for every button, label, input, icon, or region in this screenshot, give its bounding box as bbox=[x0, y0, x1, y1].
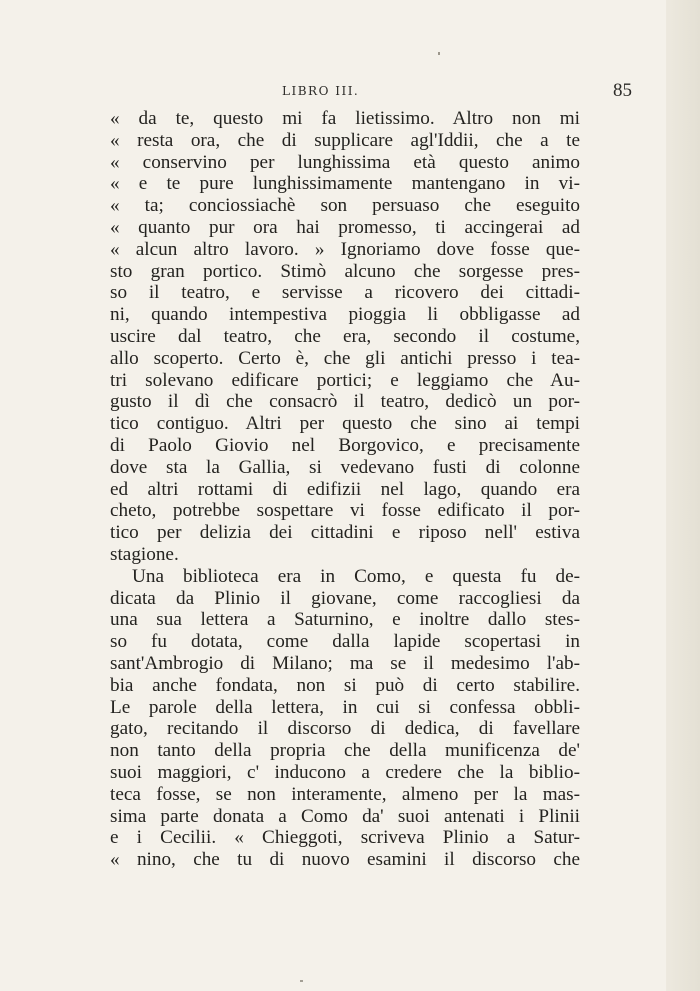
text-line: « nino, che tu di nuovo esamini il discorso che bbox=[110, 849, 580, 871]
text-line: gusto il dì che consacrò il teatro, dedicò un por- bbox=[110, 391, 580, 413]
text-line: Una biblioteca era in Como, e questa fu de- bbox=[132, 565, 580, 587]
text-line: ni, quando intempestiva pioggia li obbligasse ad bbox=[110, 304, 580, 326]
text-line: e i Cecilii. « Chieggoti, scriveva Plinio a Satur- bbox=[110, 827, 580, 849]
text-line: so fu dotata, come dalla lapide scopertasi in bbox=[110, 631, 580, 653]
page-number: 85 bbox=[613, 80, 632, 101]
text-line: « alcun altro lavoro. » Ignoriamo dove fosse que- bbox=[110, 238, 580, 260]
text-line: sto gran portico. Stimò alcuno che sorgesse pres- bbox=[110, 260, 580, 282]
page-edge-shadow bbox=[666, 0, 700, 991]
text-line: « ta; conciossiachè son persuaso che eseguito bbox=[110, 195, 580, 217]
text-line: dove sta la Gallia, si vedevano fusti di colonne bbox=[110, 456, 580, 478]
paper-speck bbox=[300, 980, 303, 982]
text-line: dicata da Plinio il giovane, come raccogliesi da bbox=[110, 587, 580, 609]
text-line: non tanto della propria che della munificenza de' bbox=[110, 740, 580, 762]
text-line: bia anche fondata, non si può di certo stabilire. bbox=[110, 674, 580, 696]
text-line: ed altri rottami di edifizii nel lago, quando era bbox=[110, 478, 580, 500]
paper-speck bbox=[438, 52, 440, 55]
text-line: so il teatro, e servisse a ricovero dei cittadi- bbox=[110, 282, 580, 304]
text-line: tri solevano edificare portici; e leggiamo che Au- bbox=[110, 369, 580, 391]
text-line: « quanto pur ora hai promesso, ti accingerai ad bbox=[110, 216, 580, 238]
text-line: una sua lettera a Saturnino, e inoltre dallo stes- bbox=[110, 609, 580, 631]
text-line: « conservino per lunghissima età questo animo bbox=[110, 151, 580, 173]
running-head: LIBRO III. bbox=[282, 84, 360, 98]
text-line: « e te pure lunghissimamente mantengano in vi- bbox=[110, 173, 580, 195]
text-line: allo scoperto. Certo è, che gli antichi presso i tea- bbox=[110, 347, 580, 369]
text-line: Le parole della lettera, in cui si confessa obbli- bbox=[110, 696, 580, 718]
text-line: suoi maggiori, c' inducono a credere che la biblio- bbox=[110, 761, 580, 783]
body-text bbox=[110, 108, 580, 871]
text-line: sima parte donata a Como da' suoi antenati i Plinii bbox=[110, 805, 580, 827]
text-line: teca fosse, se non interamente, almeno per la mas- bbox=[110, 783, 580, 805]
text-line: stagione. bbox=[110, 543, 179, 565]
text-line: tico per delizia dei cittadini e riposo nell' estiva bbox=[110, 522, 580, 544]
text-line: sant'Ambrogio di Milano; ma se il medesimo l'ab- bbox=[110, 652, 580, 674]
text-line: di Paolo Giovio nel Borgovico, e precisamente bbox=[110, 434, 580, 456]
text-line: tico contiguo. Altri per questo che sino ai tempi bbox=[110, 413, 580, 435]
text-line: « resta ora, che di supplicare agl'Iddii, che a te bbox=[110, 129, 580, 151]
text-line: « da te, questo mi fa lietissimo. Altro non mi bbox=[110, 108, 580, 129]
page-header bbox=[112, 80, 632, 106]
text-line: uscire dal teatro, che era, secondo il costume, bbox=[110, 325, 580, 347]
text-line: cheto, potrebbe sospettare vi fosse edificato il por- bbox=[110, 500, 580, 522]
text-line: gato, recitando il discorso di dedica, di favellare bbox=[110, 718, 580, 740]
